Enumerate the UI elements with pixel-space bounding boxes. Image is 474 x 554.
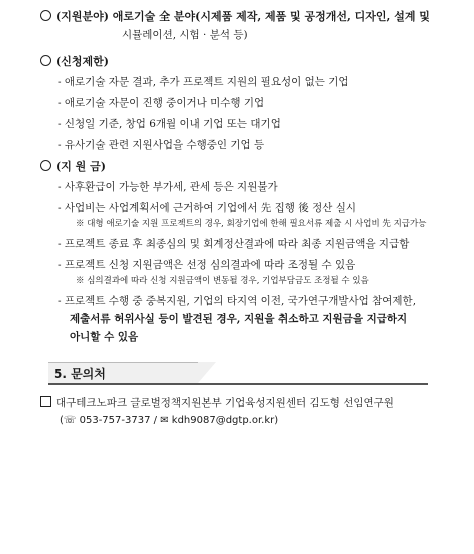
circle-bullet-icon: [40, 55, 51, 66]
contact-phone: 053-757-3737: [79, 415, 151, 426]
contact-org-line: 대구테크노파크 글로벌정책지원본부 기업육성지원센터 김도형 선임연구원: [40, 396, 394, 410]
restriction-item-2: - 애로기술 자문이 진행 중이거나 미수행 기업: [58, 97, 265, 109]
field-line-1: (지원분야) 애로기술 全 분야(시제품 제작, 제품 및 공정개선, 디자인, 설계 및: [40, 10, 430, 24]
support-item-5-line-1: - 프로젝트 수행 중 중복지원, 기업의 타지역 이전, 국가연구개발사업 참여제한,: [58, 295, 417, 307]
support-item-2: - 사업비는 사업계획서에 근거하여 기업에서 先 집행 後 정산 실시: [58, 202, 357, 214]
field-line-2: 시뮬레이션, 시험 · 분석 등): [122, 29, 248, 41]
square-bullet-icon: [40, 396, 51, 407]
support-item-5-line-3: 아니할 수 있음: [70, 331, 139, 343]
support-item-3: - 프로젝트 종료 후 최종심의 및 회계정산결과에 따라 최종 지원금액을 지급함: [58, 238, 410, 250]
contact-detail-line: (☏ 053-757-3737 / ✉ kdh9087@dgtp.or.kr): [60, 415, 279, 426]
restriction-item-4: - 유사기술 관련 지원사업을 수행중인 기업 등: [58, 139, 265, 151]
envelope-icon: ✉: [160, 415, 169, 426]
circle-bullet-icon: [40, 10, 51, 21]
support-note-2: ※ 심의결과에 따라 신청 지원금액이 변동될 경우, 기업부담금도 조정될 수 있음: [76, 276, 369, 286]
section-divider: [48, 383, 428, 385]
support-note-1: ※ 대형 애로기술 지원 프로젝트의 경우, 회장기업에 한해 필요서류 제출 시 사업비 先 지급가능: [76, 219, 427, 229]
support-item-4: - 프로젝트 신청 지원금액은 선정 심의결과에 따라 조정될 수 있음: [58, 259, 356, 271]
restriction-heading: (신청제한): [40, 55, 109, 69]
circle-bullet-icon: [40, 160, 51, 171]
restriction-item-1: - 애로기술 자문 결과, 추가 프로젝트 지원의 필요성이 없는 기업: [58, 76, 349, 88]
contact-title: 5. 문의처: [54, 367, 106, 381]
support-heading: (지 원 금): [40, 160, 106, 174]
restriction-item-3: - 신청일 기준, 창업 6개월 이내 기업 또는 대기업: [58, 118, 281, 130]
support-item-5-line-2: 제출서류 허위사실 등이 발견된 경우, 지원을 취소하고 지원금을 지급하지: [70, 313, 408, 325]
phone-icon: ☏: [63, 415, 77, 426]
contact-email[interactable]: kdh9087@dgtp.or.kr: [171, 415, 275, 426]
contact-section-header: [48, 362, 216, 384]
support-item-1: - 사후환급이 가능한 부가세, 관세 등은 지원불가: [58, 181, 278, 193]
